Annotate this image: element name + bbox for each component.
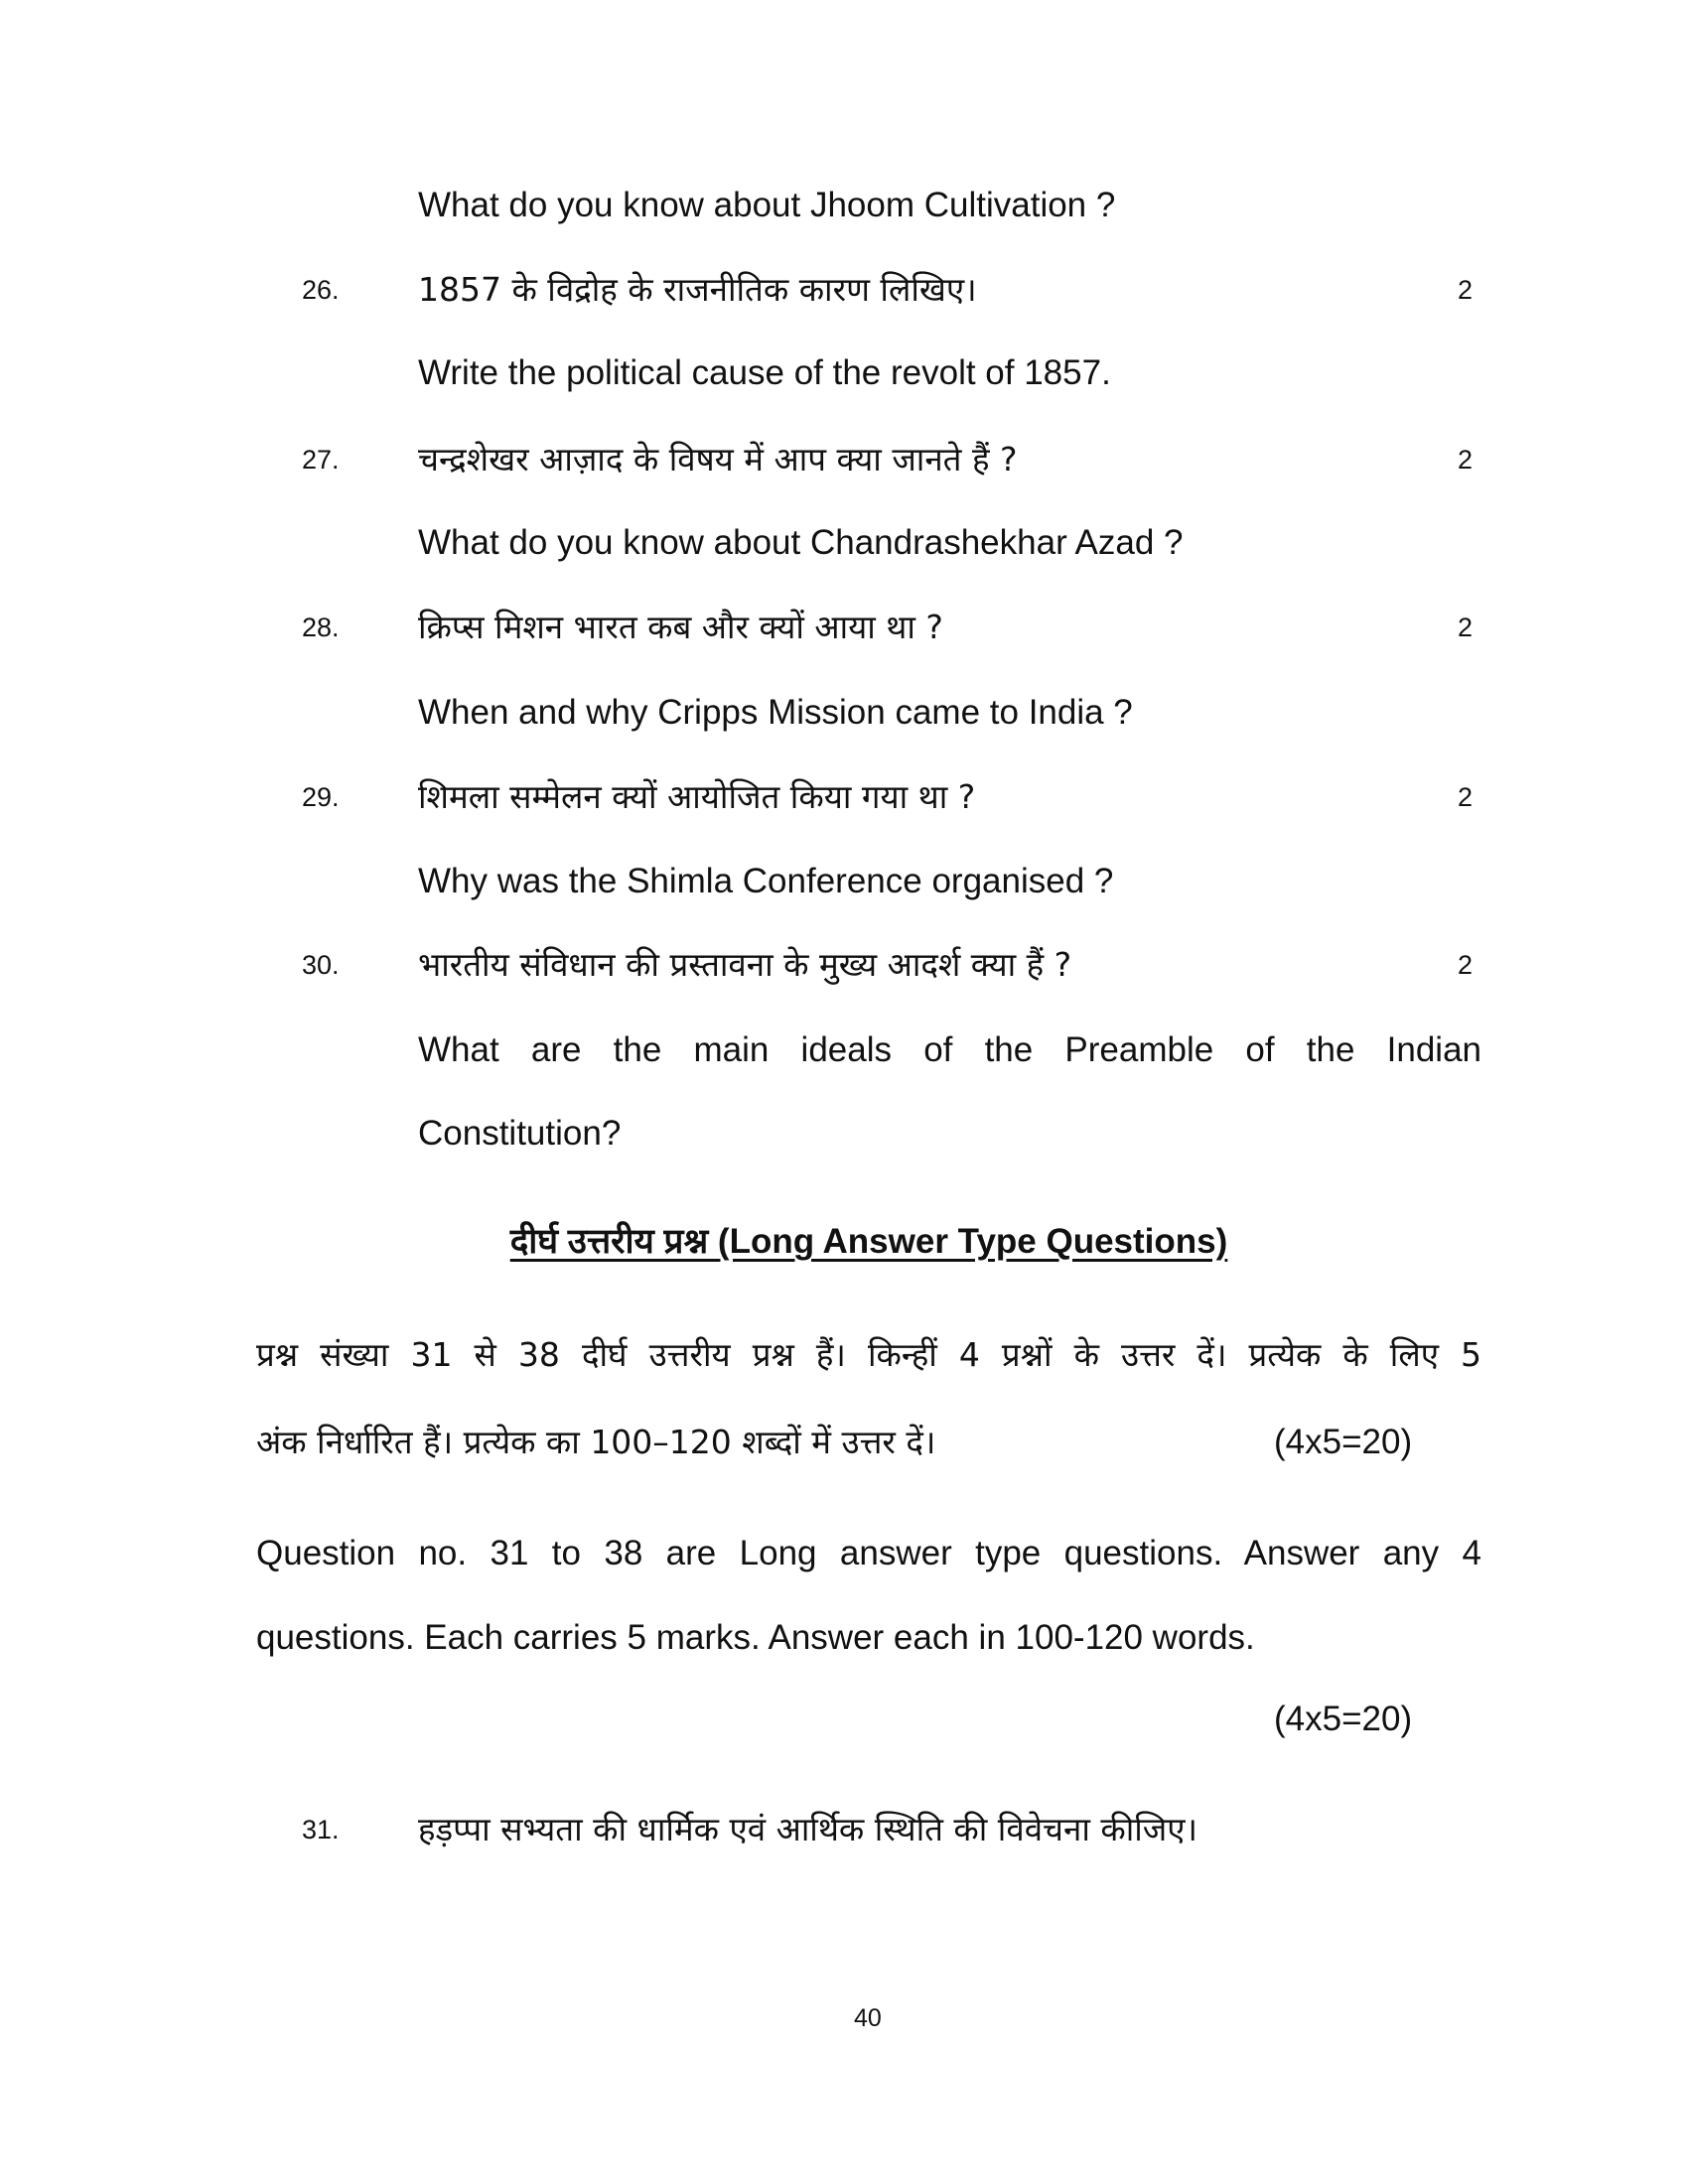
question-marks: 2 xyxy=(1458,782,1474,812)
question-number: 30. xyxy=(302,950,340,980)
question-english: When and why Cripps Mission came to India ? xyxy=(418,693,1133,732)
question-number: 28. xyxy=(302,613,340,642)
continuation-question-english: What do you know about Jhoom Cultivation ? xyxy=(418,186,1116,224)
question-marks: 2 xyxy=(1458,613,1474,642)
hindi-instructions-line1: प्रश्न संख्या 31 से 38 दीर्घ उत्तरीय प्रश्न हैं। किन्हीं 4 प्रश्नों के उत्तर दें। प्रत्येक के लिए 5 xyxy=(256,1335,1481,1374)
english-instructions-marks: (4x5=20) xyxy=(1274,1700,1413,1738)
question-english: What do you know about Chandrashekhar Azad ? xyxy=(418,523,1184,562)
question-marks: 2 xyxy=(1458,275,1474,305)
question-number: 27. xyxy=(302,445,340,475)
page-number: 40 xyxy=(854,2004,882,2032)
question-number: 26. xyxy=(302,275,340,305)
section-heading: दीर्घ उत्तरीय प्रश्न (Long Answer Type Questions) xyxy=(509,1222,1228,1261)
hindi-instructions-line2: अंक निर्धारित हैं। प्रत्येक का 100–120 शब्दों में उत्तर दें। xyxy=(256,1423,936,1461)
question-number: 29. xyxy=(302,782,340,812)
question-marks: 2 xyxy=(1458,445,1474,475)
question-hindi: शिमला सम्मेलन क्यों आयोजित किया गया था ? xyxy=(418,777,976,816)
question-number: 31. xyxy=(302,1815,340,1844)
question-english-line2: Constitution? xyxy=(418,1114,622,1153)
question-english: Why was the Shimla Conference organised ? xyxy=(418,862,1114,900)
question-english: Write the political cause of the revolt of 1857. xyxy=(418,353,1111,392)
english-instructions-line2: questions. Each carries 5 marks. Answer each in 100-120 words. xyxy=(256,1618,1255,1657)
question-marks: 2 xyxy=(1458,950,1474,980)
question-hindi: भारतीय संविधान की प्रस्तावना के मुख्य आदर्श क्या हैं ? xyxy=(418,945,1072,984)
question-hindi: हड़प्पा सभ्यता की धार्मिक एवं आर्थिक स्थिति की विवेचना कीजिए। xyxy=(418,1810,1198,1848)
english-instructions-line1: Question no. 31 to 38 are Long answer type questions. Answer any 4 xyxy=(256,1534,1481,1572)
question-english-line1: What are the main ideals of the Preamble of the Indian xyxy=(418,1030,1481,1069)
question-hindi: चन्द्रशेखर आज़ाद के विषय में आप क्या जानते हैं ? xyxy=(418,440,1018,478)
hindi-instructions-marks: (4x5=20) xyxy=(1274,1423,1413,1461)
question-hindi: 1857 के विद्रोह के राजनीतिक कारण लिखिए। xyxy=(418,270,977,309)
question-hindi: क्रिप्स मिशन भारत कब और क्यों आया था ? xyxy=(418,608,943,646)
